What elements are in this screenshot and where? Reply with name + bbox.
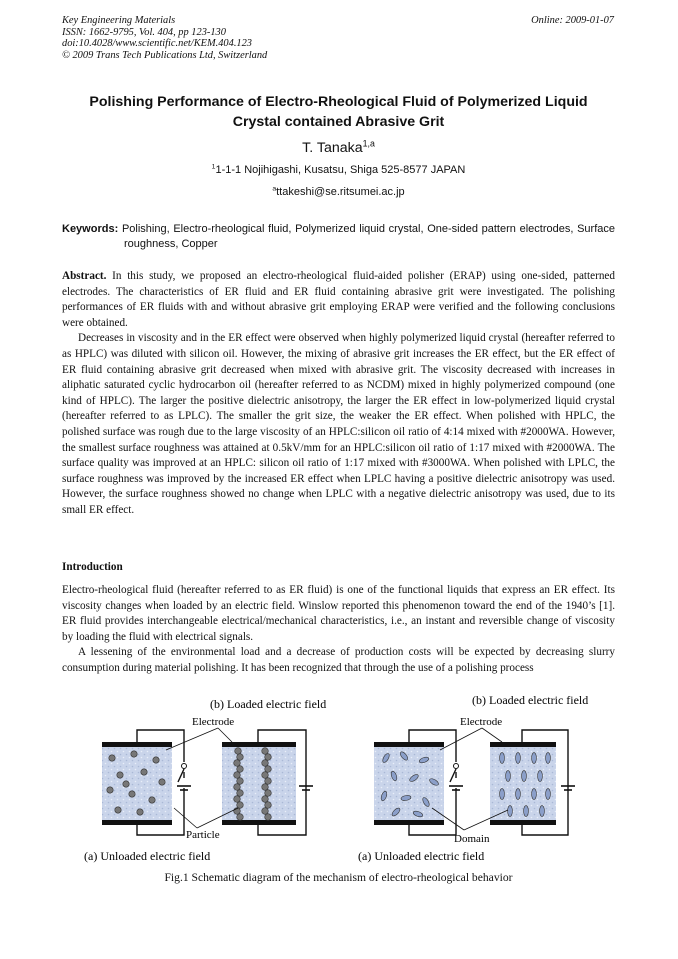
doi: doi:10.4028/www.scientific.net/KEM.404.123: [62, 38, 252, 50]
bottom-electrode: [102, 820, 172, 825]
issn: ISSN: 1662-9795, Vol. 404, pp 123-130: [62, 26, 226, 38]
email-superscript: a: [272, 185, 277, 193]
right-unloaded-cell: [374, 730, 463, 835]
introduction: [62, 583, 615, 677]
abstract-text-1: In this study, we proposed an electro-rheological fluid-aided polisher (ERAP) using one-sided, patterned electrodes. The characteristics of ER fluid and ER fluid containing abrasive grit were investigated. The polishing performances of ER fluids with and without abrasive grit employing ERAP were verified and the following conclusions were obtained.: [62, 270, 615, 329]
title-line-2: Crystal contained Abrasive Grit: [232, 114, 445, 130]
left-electrode-label: Electrode: [192, 716, 235, 728]
email-address: ttakeshi@se.ritsumei.ac.jp: [276, 186, 405, 198]
journal-name: Key Engineering Materials: [62, 15, 176, 26]
copyright: © 2009 Trans Tech Publications Ltd, Switzerland: [62, 49, 268, 61]
right-domain-label: Domain: [454, 833, 490, 845]
author: [62, 140, 615, 156]
keywords: [62, 222, 615, 251]
left-particle-label: Particle: [186, 829, 220, 841]
left-unloaded-cell: [102, 730, 191, 835]
left-loaded-cell: [222, 730, 313, 835]
left-unloaded-label: (a) Unloaded electric field: [84, 849, 211, 863]
keywords-list: Polishing, Electro-rheological fluid, Polymerized liquid crystal, One-sided pattern electrodes, Surface roughness, Copper: [121, 223, 615, 250]
er-mechanism-diagram: [62, 690, 615, 870]
affiliation-text: 1-1-1 Nojihigashi, Kusatsu, Shiga 525-8577 JAPAN: [215, 164, 466, 176]
introduction-paragraph-2: A lessening of the environmental load and a decrease of production costs will be expected by decreasing slurry consumption during material polishing. It has been recognized that through the use of a polishing process: [62, 646, 615, 674]
figure-caption: Fig.1 Schematic diagram of the mechanism of electro-rheological behavior: [164, 871, 513, 884]
keywords-label: Keywords:: [62, 223, 119, 235]
title-line-1: Polishing Performance of Electro-Rheological Fluid of Polymerized Liquid: [89, 94, 588, 110]
abstract: [62, 269, 615, 519]
online-date: Online: 2009-01-07: [531, 15, 614, 26]
journal-header: [62, 15, 267, 61]
affiliation-superscript: 1: [211, 163, 216, 171]
introduction-heading: Introduction: [62, 561, 123, 573]
introduction-paragraph-1: Electro-rheological fluid (hereafter referred to as ER fluid) is one of the functional liquids that express an ER effect. Its viscosity changes when loaded by an electric field. Winslow reported this phenomenon toward the end of the 1940’s [1]. ER fluid provides interchangeable electrical/mechanical characteristics, i.e., an instant and reversible change of viscosity by loading the fluid with electrical signals.: [62, 584, 615, 643]
right-loaded-cell: [490, 730, 575, 835]
abstract-paragraph-1: [62, 269, 615, 331]
right-electrode-label: Electrode: [460, 716, 503, 728]
email: [62, 186, 615, 198]
figure-1: [62, 690, 615, 890]
left-loaded-label: (b) Loaded electric field: [210, 697, 327, 711]
author-name: T. Tanaka: [302, 140, 363, 156]
right-loaded-label: (b) Loaded electric field: [472, 693, 589, 707]
author-superscript: 1,a: [362, 138, 375, 149]
abstract-label: Abstract.: [62, 270, 107, 282]
affiliation: [62, 164, 615, 176]
abstract-paragraph-2: Decreases in viscosity and in the ER effect were observed when highly polymerized liquid crystal (hereafter referred to as HPLC) was diluted with silicon oil. However, the mixing of abrasive grit increases the ER effect, but the ER effect of ER fluid containing abrasive grit decreased when mixed with abrasive grit. The viscosity decreased with increases in aliphatic saturated cyclic hydrocarbon oil (hereafter referred to as NCDM) mixed in highly polymerized compound (one kind of HPLC). The larger the positive dielectric anisotropy, the larger the ER effect in low-polymerized liquid crystal (hereafter referred to as LPLC). The smaller the grit size, the weaker the ER effect. When polished with HPLC, the polished surface was rough due to the large viscosity of an HPLC:silicon oil ratio of 4:14 mixed with #2000WA. However, the smallest surface roughness was attained at 0.5kV/mm for an HPLC:silicon oil ratio of 1:17 mixed with #2000WA. The surface quality was improved at an HPLC: silicon oil ratio of 1:17 mixed with #3000WA. When polished with LPLC, the surface roughness was improved by the increased ER effect when LPLC having a positive dielectric anisotropy was used. However, the surface roughness showed no change when LPLC with a negative dielectric anisotropy was used, due to its small ER effect.: [62, 332, 615, 516]
paper-title: [62, 92, 615, 132]
right-unloaded-label: (a) Unloaded electric field: [358, 849, 485, 863]
top-electrode: [102, 742, 172, 747]
